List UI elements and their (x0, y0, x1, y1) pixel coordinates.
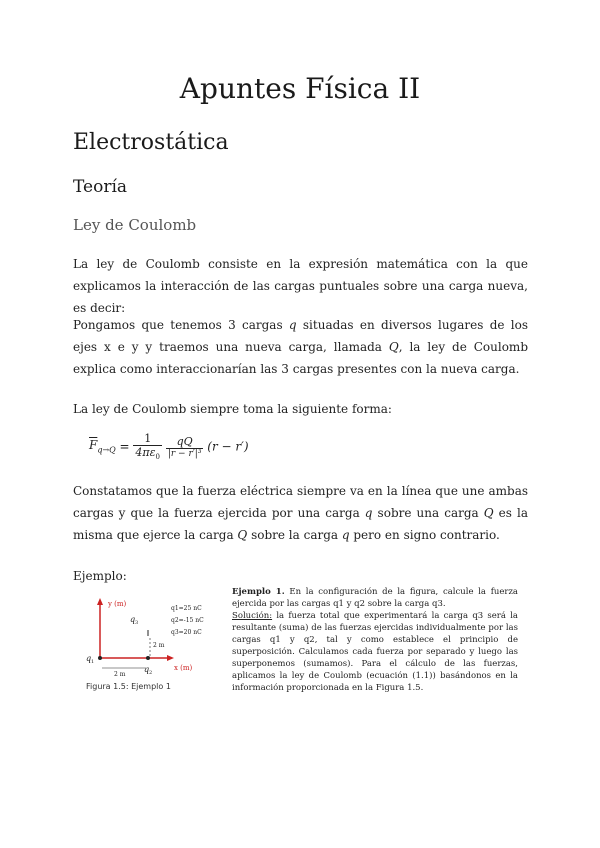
q1-subscript: 1 (91, 659, 95, 665)
horizontal-length: 2 m (114, 671, 126, 678)
document-title: Apuntes Física II (179, 72, 421, 105)
y-axis-label: y (m) (108, 600, 127, 608)
q1-label: q (86, 654, 92, 663)
paragraph-intro: La ley de Coulomb consiste en la expresión matemática con la que explicamos la interacción de las cargas puntuales sobre una carga nueva, es decir: (73, 257, 528, 315)
example-label: Ejemplo: (73, 569, 127, 583)
charge-q1-dot (98, 656, 102, 660)
coulomb-formula: $\overline{F}_{q\to Q}$ = $\frac{1}{4\pi\varepsilon_0}$ qQ |r − r′|³ (r − r′) (89, 432, 249, 462)
q2-label: q (144, 665, 150, 674)
figure-caption: Figura 1.5: Ejemplo 1 (86, 682, 171, 691)
y-axis-arrow (97, 598, 103, 605)
example-text: Ejemplo 1. En la configuración de la figura, calcule la fuerza ejercida por las cargas q1 y q2 sobre la carga q3. Solución: la fuerza total que experimentará la carga q3 será la resultante (suma) de las fuerzas ejercidas individualmente por las cargas q1 y q2, tal y como establece el principio de superposición. Calculamos cada fuerza por separado y luego las superponemos (sumamos). Para el cálculo de las fuerzas, aplicamos la ley de Coulomb (ecuación (1.1)) basándonos en la información proporcionada en la Figura 1.5. (232, 587, 518, 693)
section-heading: Electrostática (73, 130, 229, 155)
q2-value: q2=-15 nC (171, 617, 204, 624)
vertical-length: 2 m (153, 642, 165, 649)
q3-label: q (130, 615, 136, 624)
example-figure (78, 590, 226, 682)
paragraph-form: La ley de Coulomb siempre toma la siguiente forma: (73, 402, 392, 416)
x-axis-arrow (167, 655, 174, 661)
paragraph-charges: Pongamos que tenemos 3 cargas q situadas en diversos lugares de los ejes x e y y traemos una nueva carga, llamada Q, la ley de Coulomb explica como interaccionarían las 3 cargas presentes con la nueva carga. (73, 318, 528, 376)
q3-value: q3=20 nC (171, 629, 202, 636)
subsubsection-heading: Ley de Coulomb (73, 216, 197, 234)
q1-value: q1=25 nC (171, 605, 202, 612)
charge-q2-dot (146, 656, 150, 660)
x-axis-label: x (m) (174, 664, 193, 672)
subsection-heading: Teoría (73, 177, 128, 197)
q3-subscript: 3 (135, 620, 139, 626)
paragraph-conclusion: Constatamos que la fuerza eléctrica siempre va en la línea que une ambas cargas y que la fuerza ejercida por una carga q sobre una carga Q es la misma que ejerce la carga Q sobre la carga q pero en signo contrario. (73, 484, 528, 542)
q2-subscript: 2 (149, 670, 153, 676)
